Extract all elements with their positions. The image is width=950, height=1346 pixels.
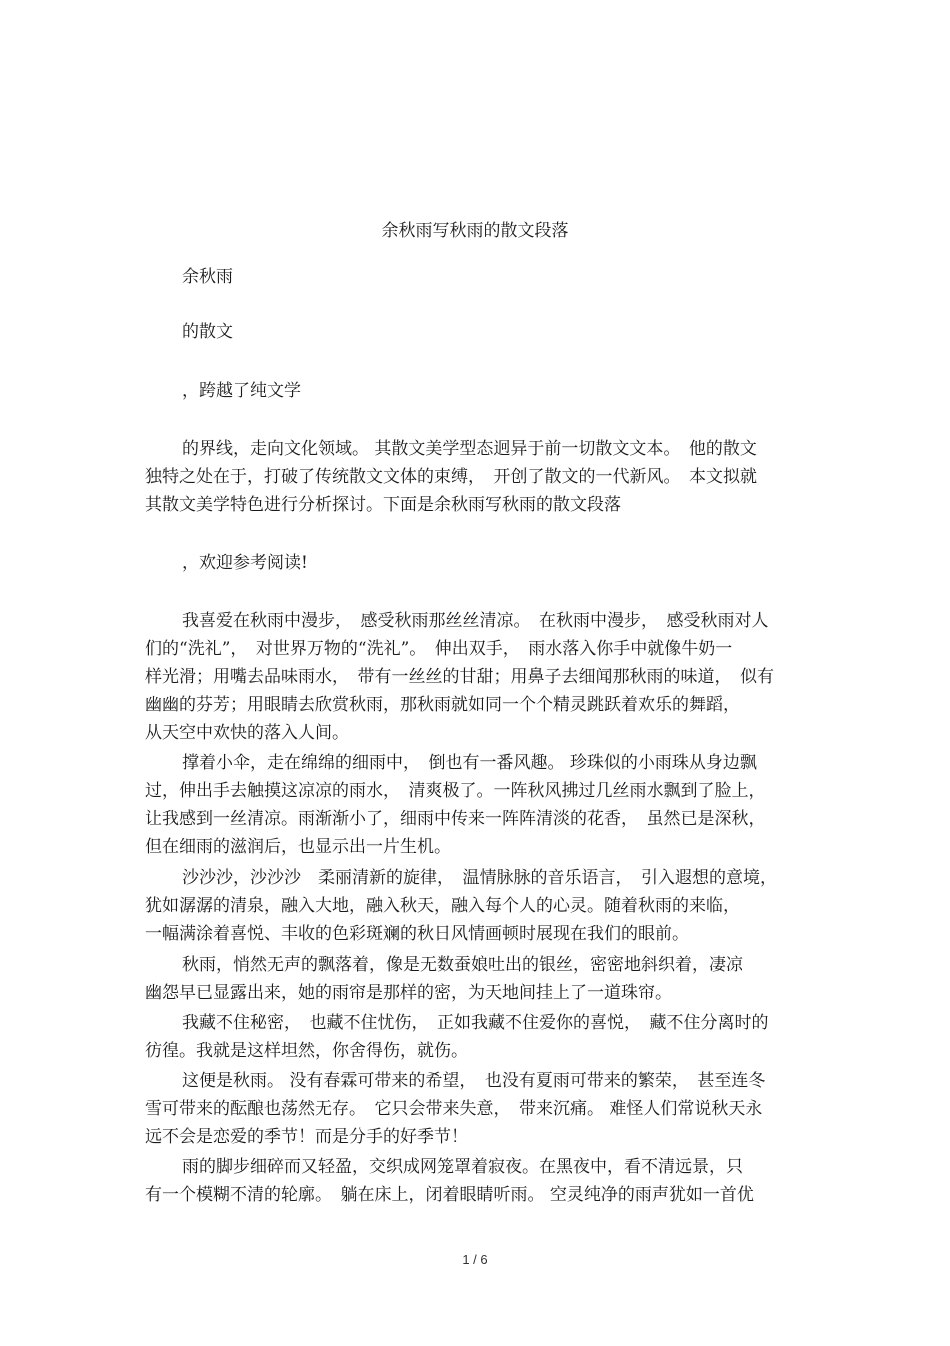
paragraph-line: 幽怨早已显露出来，她的雨帘是那样的密，为天地间挂上了一道珠帘。 [145, 983, 672, 1003]
intro-line: 的散文 [182, 322, 233, 342]
paragraph-line: 独特之处在于，打破了传统散文文体的束缚， 开创了散文的一代新风。 本文拟就 [145, 467, 757, 487]
paragraph-line: 过，伸出手去触摸这凉凉的雨水， 清爽极了。一阵秋风拂过几丝雨水飘到了脸上， [145, 781, 766, 801]
paragraph-line: 彷徨。我就是这样坦然，你舍得伤，就伤。 [145, 1041, 468, 1061]
paragraph-line: 我藏不住秘密， 也藏不住忧伤， 正如我藏不住爱你的喜悦， 藏不住分离时的 [182, 1013, 769, 1033]
paragraph-line: 但在细雨的滋润后，也显示出一片生机。 [145, 837, 451, 857]
paragraph-line: 我喜爱在秋雨中漫步， 感受秋雨那丝丝清凉。 在秋雨中漫步， 感受秋雨对人 [182, 611, 769, 631]
paragraph-line: 从天空中欢快的落入人间。 [145, 723, 349, 743]
paragraph-line: 们的“洗礼”， 对世界万物的“洗礼”。 伸出双手， 雨水落入你手中就像牛奶一 [145, 639, 733, 659]
paragraph-line: 幽幽的芬芳；用眼睛去欣赏秋雨，那秋雨就如同一个个精灵跳跃着欢乐的舞蹈， [145, 695, 740, 715]
paragraph-line: 的界线，走向文化领域。 其散文美学型态迥异于前一切散文文本。 他的散文 [182, 439, 757, 459]
paragraph-line: 这便是秋雨。 没有春霖可带来的希望， 也没有夏雨可带来的繁荣， 甚至连冬 [182, 1071, 766, 1091]
paragraph-line: 有一个模糊不清的轮廓。 躺在床上，闭着眼睛听雨。 空灵纯净的雨声犹如一首优 [145, 1185, 754, 1205]
paragraph-line: 雪可带来的酝酿也荡然无存。 它只会带来失意， 带来沉痛。 难怪人们常说秋天永 [145, 1099, 763, 1119]
paragraph-line: 秋雨，悄然无声的飘落着，像是无数蚕娘吐出的银丝，密密地斜织着，凄凉 [182, 955, 743, 975]
welcome-line: ，欢迎参考阅读! [182, 553, 308, 573]
paragraph-line: 样光滑；用嘴去品味雨水， 带有一丝丝的甘甜；用鼻子去细闻那秋雨的味道， 似有 [145, 667, 774, 687]
intro-line: ，跨越了纯文学 [182, 381, 301, 401]
paragraph-line: 沙沙沙，沙沙沙 柔丽清新的旋律， 温情脉脉的音乐语言， 引入遐想的意境， [182, 868, 777, 888]
document-title: 余秋雨写秋雨的散文段落 [381, 221, 569, 241]
paragraph-line: 雨的脚步细碎而又轻盈，交织成网笼罩着寂夜。在黑夜中，看不清远景，只 [182, 1157, 743, 1177]
page-number: 1 / 6 [462, 1252, 488, 1267]
paragraph-line: 其散文美学特色进行分析探讨。下面是余秋雨写秋雨的散文段落 [145, 495, 621, 515]
paragraph-line: 一幅满涂着喜悦、丰收的色彩斑斓的秋日风情画顿时展现在我们的眼前。 [145, 924, 689, 944]
paragraph-line: 撑着小伞，走在绵绵的细雨中， 倒也有一番风趣。 珍珠似的小雨珠从身边飘 [182, 753, 757, 773]
paragraph-line: 远不会是恋爱的季节！而是分手的好季节！ [145, 1127, 468, 1147]
paragraph-line: 让我感到一丝清凉。雨渐渐小了，细雨中传来一阵阵清淡的花香， 虽然已是深秋， [145, 809, 766, 829]
intro-line: 余秋雨 [182, 267, 233, 287]
paragraph-line: 犹如潺潺的清泉，融入大地，融入秋天，融入每个人的心灵。随着秋雨的来临， [145, 896, 740, 916]
